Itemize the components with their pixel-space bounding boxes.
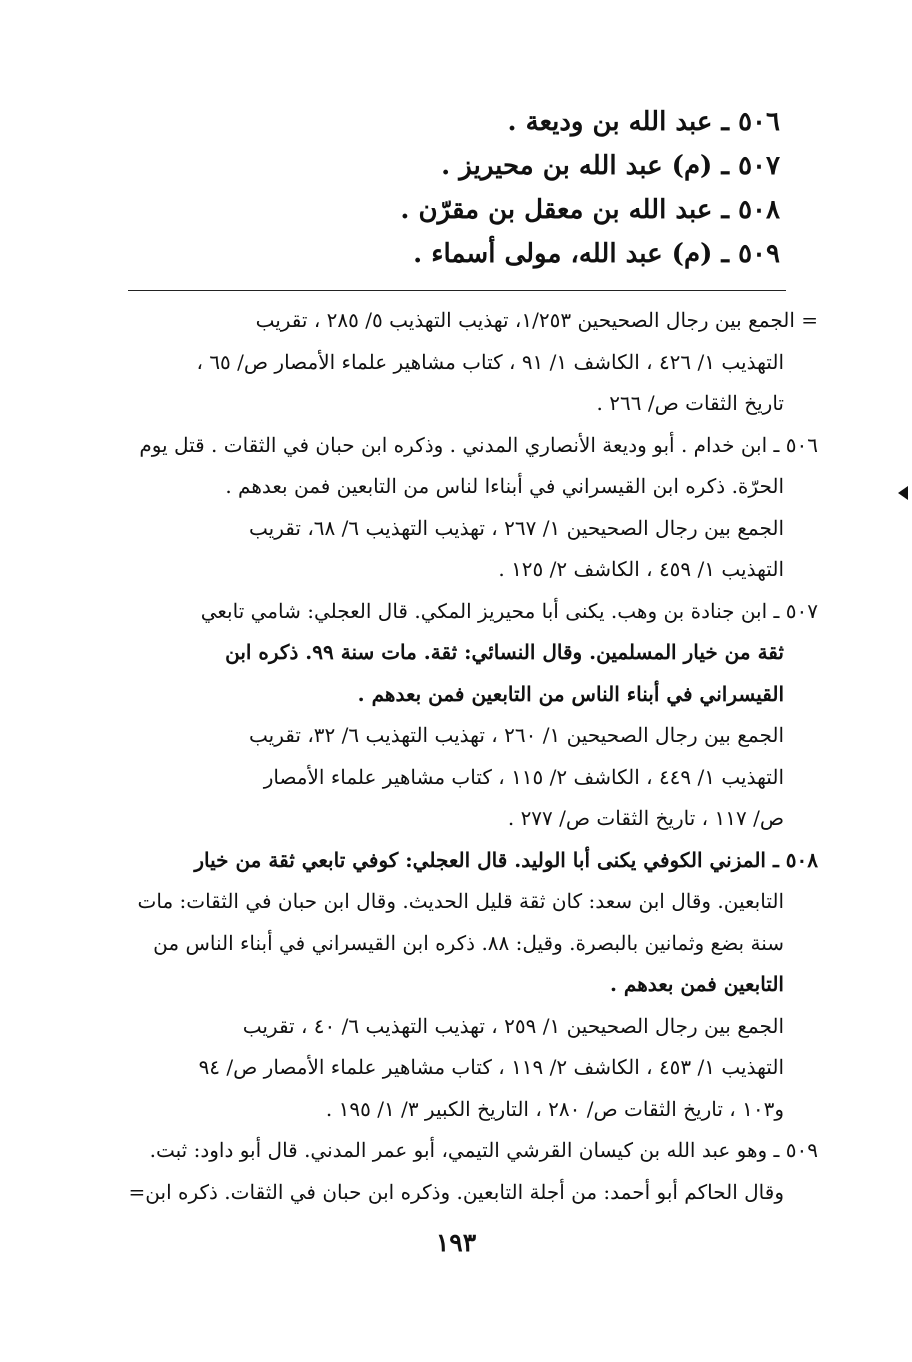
footnote-line: ٥٠٨ ـ المزني الكوفي يكنى أبا الوليد. قال العجلي: كوفي تابعي ثقة من خيار	[194, 847, 818, 872]
footnote-line: ثقة من خيار المسلمين. وقال النسائي: ثقة. مات سنة ٩٩. ذكره ابن	[225, 640, 784, 664]
footnote-line: التهذيب ١/ ٤٢٦ ، الكاشف ١/ ٩١ ، كتاب مشاهير علماء الأمصار ص/ ٦٥ ،	[196, 349, 784, 374]
main-entry-506: ٥٠٦ ـ عبد الله بن وديعة .	[507, 107, 780, 137]
footnote-line: التهذيب ١/ ٤٥٩ ، الكاشف ٢/ ١٢٥ .	[498, 557, 784, 581]
footnote-line: التابعين. وقال ابن سعد: كان ثقة قليل الحديث. وقال ابن حبان في الثقات: مات	[137, 889, 784, 913]
footnote-line: ٥٠٦ ـ ابن خدام . أبو وديعة الأنصاري المدني . وذكره ابن حبان في الثقات . قتل يوم	[139, 432, 818, 457]
footnote-line: الجمع بين رجال الصحيحين ١/ ٢٦٠ ، تهذيب التهذيب ٦/ ٣٢، تقريب	[249, 723, 784, 747]
footnote-line: القيسراني في أبناء الناس من التابعين فمن بعدهم .	[357, 681, 784, 706]
main-entry-507: ٥٠٧ ـ (م) عبد الله بن محيريز .	[441, 151, 780, 181]
footnote-line: الجمع بين رجال الصحيحين ١/ ٢٥٩ ، تهذيب التهذيب ٦/ ٤٠ ، تقريب	[242, 1013, 784, 1038]
main-entry-509: ٥٠٩ ـ (م) عبد الله، مولى أسماء .	[413, 239, 780, 269]
footnote-line: الحرّة. ذكره ابن القيسراني في أبناءا لناس من التابعين فمن بعدهم .	[225, 474, 784, 498]
footnote-line: = الجمع بين رجال الصحيحين ١/٢٥٣، تهذيب التهذيب ٥/ ٢٨٥ ، تقريب	[255, 308, 818, 332]
main-entry-508: ٥٠٨ ـ عبد الله بن معقل بن مقرّن .	[400, 195, 780, 225]
page-number: ١٩٣	[435, 1228, 477, 1257]
footnote-line: ص/ ١١٧ ، تاريخ الثقات ص/ ٢٧٧ .	[507, 806, 784, 830]
main-entries	[180, 100, 780, 276]
footnotes	[126, 300, 818, 1213]
footnote-line: التابعين فمن بعدهم .	[609, 972, 784, 996]
footnote-separator	[128, 290, 786, 291]
footnote-line: سنة بضع وثمانين بالبصرة. وقيل: ٨٨. ذكره ابن القيسراني في أبناء الناس من	[153, 930, 784, 955]
footnote-line: التهذيب ١/ ٤٤٩ ، الكاشف ٢/ ١١٥ ، كتاب مشاهير علماء الأمصار	[263, 764, 784, 789]
footnote-line: وقال الحاكم أبو أحمد: من أجلة التابعين. وذكره ابن حبان في الثقات. ذكره ابن=	[128, 1179, 784, 1204]
page-edge-mark	[898, 486, 908, 500]
footnote-line: ٥٠٩ ـ وهو عبد الله بن كيسان القرشي التيمي، أبو عمر المدني. قال أبو داود: ثبت.	[149, 1138, 818, 1162]
footnote-line: ٥٠٧ ـ ابن جنادة بن وهب. يكنى أبا محيريز المكي. قال العجلي: شامي تابعي	[200, 598, 818, 623]
footnote-line: التهذيب ١/ ٤٥٣ ، الكاشف ٢/ ١١٩ ، كتاب مشاهير علماء الأمصار ص/ ٩٤	[198, 1055, 784, 1079]
footnote-line: تاريخ الثقات ص/ ٢٦٦ .	[596, 391, 784, 415]
footnote-line: الجمع بين رجال الصحيحين ١/ ٢٦٧ ، تهذيب التهذيب ٦/ ٦٨، تقريب	[249, 515, 784, 540]
footnote-line: و١٠٣ ، تاريخ الثقات ص/ ٢٨٠ ، التاريخ الكبير ٣/ ١/ ١٩٥ .	[325, 1096, 784, 1121]
